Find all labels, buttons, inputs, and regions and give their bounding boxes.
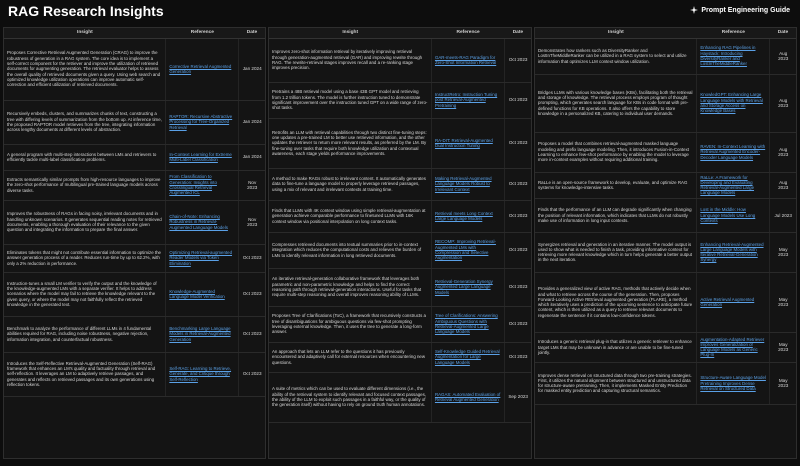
table-row	[269, 82, 531, 118]
insight-cell: Demonstrates how rankers such as DiversityRanker and LostInTheMiddleRanker can be utilized in a RAG system to select and utilize information that optimizes LLM context window utilization.	[535, 38, 697, 74]
insight-cell: Synergizes retrieval and generation in an iterative manner. The model output is used to show what is needed to finish a task, providing informative context for retrieving more relevant knowledge which in turn helps generate a better output in the next iteration.	[535, 232, 697, 272]
reference-link[interactable]: Self-RAG: Learning to Retrieve, Generate, and Critique through Self-Reflection	[166, 352, 239, 396]
reference-link[interactable]: Enhancing RAG Pipelines in Haystack: Introducing DiversityRanker and LostInTheMiddleRanker	[697, 38, 770, 74]
table-row	[269, 168, 531, 200]
table-row	[535, 232, 796, 272]
date-cell: Oct 2023	[505, 168, 531, 200]
insight-cell: Benchmark to analyze the performance of different LLMs in 4 fundamental abilities required for RAG, including noise robustness, negative rejection, information integration, and counterfactual robustness.	[4, 316, 166, 352]
reference-link[interactable]: Corrective Retrieval Augmented Generation	[166, 38, 239, 100]
reference-link[interactable]: Tree of Clarifications: Answering Ambiguous Questions with Retrieval-Augmented Large Language Models	[431, 306, 504, 342]
date-cell: Jan 2024	[239, 38, 265, 100]
insight-cell: Eliminates tokens that might not contribute essential information to optimize the answer generation process of a reader. Reduces run-time by up to 62.2%, with only a 2% reduction in performance.	[4, 244, 166, 272]
date-cell: Jul 2023	[770, 198, 796, 232]
header-reference: Reference	[166, 28, 239, 38]
reference-link[interactable]: RAGAS: Automated Evaluation of Retrieval Augmented Generation	[431, 372, 504, 422]
reference-link[interactable]: Structure-Aware Language Model Pretraining Improves Dense Retrieval on Structured Data	[697, 362, 770, 404]
table-row	[4, 170, 265, 200]
reference-link[interactable]: RECOMP: Improving Retrieval-Augmented LMs with Compression and Selective Augmentation	[431, 232, 504, 268]
reference-link[interactable]: Chain-of-Note: Enhancing Robustness in Retrieval-Augmented Language Models	[166, 200, 239, 244]
header-insight: Insight	[535, 28, 697, 38]
date-cell: Nov 2023	[239, 200, 265, 244]
reference-link[interactable]: KnowledGPT: Enhancing Large Language Models with Retrieval and Storage Access on Knowledge Bases	[697, 74, 770, 132]
insight-cell: Pretrains a 48B retrieval model using a base 43B GPT model and retrieving from 1.2 trillion tokens. The model is further instruction tuned to demonstrate significant improvement over the instruction tuned GPT on a wide range of zero-shot tasks.	[269, 82, 431, 118]
table-row	[4, 272, 265, 316]
header-date: Date	[770, 28, 796, 38]
table-row	[535, 74, 796, 132]
insight-cell: Retrofits an LLM with retrieval capabilities through two distinct fine-tuning steps: one updates a pre-trained LM to better use retrieved information, and the other updates the retriever to return more relevant results, as preferred by the LM. By fine-tuning over tasks that require both knowledge utilization and contextual awareness, each stage yields performance improvements.	[269, 118, 431, 168]
insight-cell: A method to make RAGs robust to irrelevant content. It automatically generates data to fine-tune a language model to properly leverage retrieved passages, using a mix of relevant and irrelevant contexts at training time.	[269, 168, 431, 200]
header-insight: Insight	[4, 28, 166, 38]
insight-cell: A suite of metrics which can be used to evaluate different dimensions (i.e., the ability of the retrieval system to identify relevant and focused context passages, the ability of the LLM to exploit such passages in a faithful way, or the quality of the generation itself) without having to rely on ground truth human annotations.	[269, 372, 431, 422]
table-row	[4, 200, 265, 244]
insight-cell: Improves the robustness of RAGs in facing noisy, irrelevant documents and in handling unknown scenarios. It generates sequential reading notes for retrieved documents, enabling a thorough evaluation of their relevance to the given question and integrating the information to prepare the final answer.	[4, 200, 166, 244]
reference-link[interactable]: Lost in the Middle: How Language Models Use Long Contexts	[697, 198, 770, 232]
table-row	[269, 306, 531, 342]
insight-cell: Proposes Tree of Clarifications (ToC), a framework that recursively constructs a tree of disambiguations for ambiguous questions via few-shot prompting leveraging external knowledge. Then, it uses the tree to generate a long-form answer.	[269, 306, 431, 342]
insights-table	[535, 28, 796, 405]
date-cell: Oct 2023	[505, 342, 531, 372]
insight-cell: Finds that LLMs with 4K context window using simple retrieval-augmentation at generation achieve comparable performance to finetuned LLMs with 16K context window via positional interpolation on long context tasks.	[269, 200, 431, 232]
date-cell: Oct 2023	[505, 38, 531, 82]
header-date: Date	[505, 28, 531, 38]
date-cell: Jan 2024	[239, 144, 265, 170]
header-reference: Reference	[697, 28, 770, 38]
date-cell: Aug 2023	[770, 38, 796, 74]
reference-link[interactable]: RA-DIT: Retrieval-Augmented Dual Instruction Tuning	[431, 118, 504, 168]
date-cell: Oct 2023	[239, 316, 265, 352]
date-cell: Aug 2023	[770, 132, 796, 172]
date-cell: Oct 2023	[505, 118, 531, 168]
table-row	[535, 272, 796, 332]
insight-cell: Introduces a generic retrieval plug-in that utilizes a generic retriever to enhance target LMs that may be unknown in advance or are unable to be fine-tuned jointly.	[535, 332, 697, 362]
insight-cell: Extracts semantically similar prompts from high-resource languages to improve the zero-shot performance of multilingual pre-trained language models across diverse tasks.	[4, 170, 166, 200]
table-row	[269, 200, 531, 232]
date-cell: Oct 2023	[239, 272, 265, 316]
reference-link[interactable]: Self-Knowledge Guided Retrieval Augmentation for Large Language Models	[431, 342, 504, 372]
table-row	[269, 232, 531, 268]
prompt-guide-logo-icon	[690, 6, 698, 14]
insights-column-3	[534, 27, 797, 459]
reference-link[interactable]: From Classification to Generation: Insights into Crosslingual Retrieval Augmented ICL	[166, 170, 239, 200]
table-row	[269, 342, 531, 372]
date-cell: May 2023	[770, 362, 796, 404]
reference-link[interactable]: Retrieval-Generation Synergy Augmented Large Language Models	[431, 268, 504, 306]
reference-link[interactable]: Retrieval meets Long Context Large Language Models	[431, 200, 504, 232]
header-insight: Insight	[269, 28, 431, 38]
date-cell: Oct 2023	[239, 244, 265, 272]
insights-table	[4, 28, 265, 397]
table-row	[269, 38, 531, 82]
table-row	[535, 132, 796, 172]
table-row	[535, 38, 796, 74]
reference-link[interactable]: Optimizing Retrieval-augmented Reader Models via Token Elimination	[166, 244, 239, 272]
reference-link[interactable]: RaLLe: A Framework for Developing and Evaluating Retrieval-Augmented Large Language Models	[697, 172, 770, 198]
reference-link[interactable]: Enhancing Retrieval-Augmented Large Language Models with Iterative Retrieval-Generation Synergy	[697, 232, 770, 272]
table-row	[4, 144, 265, 170]
insight-cell: Improves dense retrieval on structured data through two pre-training strategies. First, it utilizes the natural alignment between structured and unstructured data for structure-aware pretraining. Then, it implements Masked Entity Prediction for masked entity prediction and capturing structural semantics.	[535, 362, 697, 404]
header-date: Date	[239, 28, 265, 38]
reference-link[interactable]: RAVEN: In-Context Learning with Retrieval Augmented Encoder-Decoder Language Models	[697, 132, 770, 172]
insight-cell: Provides a generalized view of active RAG, methods that actively decide when and what to retrieve across the course of the generation. Then, proposes Forward-Looking Active REtrieval augmented generation (FLARE), a method which iteratively uses a prediction of the upcoming sentence to anticipate future content, which is then utilized as a query to retrieve relevant documents to regenerate the sentence if it contains low-confidence tokens.	[535, 272, 697, 332]
insight-cell: Proposes Corrective Retrieval Augmented Generation (CRAG) to improve the robustness of generation in a RAG system. The core idea is to implement a self-correct component for the retriever and improve the utilization of retrieved documents for augmenting generation. The retrieval evaluator helps to assess the overall quality of retrieved documents given a query. Using web search and optimized knowledge utilization operations can improve automatic self-correction and efficient utilization of retrieved documents.	[4, 38, 166, 100]
insight-cell: An iterative retrieval-generation collaborative framework that leverages both parametric and non-parametric knowledge and helps to find the correct reasoning path through retrieval-generation interactions. Useful for tasks that require multi-step reasoning and overall improves reasoning ability of LLMs.	[269, 268, 431, 306]
insight-cell: Instruction-tunes a small LM verifier to verify the output and the knowledge of the knowledge-augmented LMs with a separate verifier. It helps to address scenarios where the model may fail to retrieve the knowledge relevant to the given query, or where the model may not faithfully reflect the retrieved knowledge in the generated text.	[4, 272, 166, 316]
date-cell: Oct 2023	[239, 352, 265, 396]
insight-cell: An approach that lets an LLM refer to the questions it has previously encountered and adaptively call for external resources when encountering new questions.	[269, 342, 431, 372]
insight-cell: Finds that the performance of an LLM can degrade significantly when changing the position of relevant information, which indicates that LLMs do not robustly make use of information in long input contexts.	[535, 198, 697, 232]
date-cell: May 2023	[770, 232, 796, 272]
reference-link[interactable]: In-Context Learning for Extreme Multi-Label Classification	[166, 144, 239, 170]
reference-link[interactable]: Augmentation-Adapted Retriever Improves Generalization of Language Models as Generic Plug-In	[697, 332, 770, 362]
table-row	[535, 198, 796, 232]
table-row	[269, 372, 531, 422]
table-row	[4, 352, 265, 396]
reference-link[interactable]: Knowledge-Augmented Language Model Verification	[166, 272, 239, 316]
insight-cell: A general program with multi-step interactions between LMs and retrievers to efficiently tackle multi-label classification problems.	[4, 144, 166, 170]
reference-link[interactable]: Benchmarking Large Language Models in Retrieval-Augmented Generation	[166, 316, 239, 352]
insight-cell: Compresses retrieved documents into textual summaries prior to in-context integration which reduces the computational costs and relieves the burden of LMs to identify relevant information in long retrieved documents.	[269, 232, 431, 268]
insight-cell: RaLLe is an open-source framework to develop, evaluate, and optimize RAG systems for knowledge-intensive tasks.	[535, 172, 697, 198]
insight-cell: Introduces the Self-Reflective Retrieval-Augmented Generation (Self-RAG) framework that enhances an LM's quality and factuality through retrieval and self-reflection. It leverages an LM to adaptively retrieve passages, and generates and reflects on retrieved passages and its own generations using reflection tokens.	[4, 352, 166, 396]
date-cell: Oct 2023	[505, 232, 531, 268]
table-row	[269, 118, 531, 168]
table-row	[4, 38, 265, 100]
date-cell: Aug 2023	[770, 172, 796, 198]
brand-logo[interactable]	[690, 6, 790, 14]
insights-column-1	[3, 27, 266, 459]
date-cell: Aug 2023	[770, 74, 796, 132]
date-cell: Sep 2023	[505, 372, 531, 422]
reference-link[interactable]: Active Retrieval Augmented Generation	[697, 272, 770, 332]
table-row	[535, 172, 796, 198]
date-cell: May 2023	[770, 332, 796, 362]
table-row	[4, 316, 265, 352]
date-cell: Jan 2024	[239, 100, 265, 144]
reference-link[interactable]: Making Retrieval-Augmented Language Models Robust to Irrelevant Context	[431, 168, 504, 200]
reference-link[interactable]: GAR-meets-RAG Paradigm for Zero-Shot Information Retrieval	[431, 38, 504, 82]
header-reference: Reference	[431, 28, 504, 38]
date-cell: Oct 2023	[505, 82, 531, 118]
table-row	[4, 100, 265, 144]
reference-link[interactable]: RAPTOR: Recursive Abstractive Processing for Tree-Organized Retrieval	[166, 100, 239, 144]
date-cell: Oct 2023	[505, 200, 531, 232]
reference-link[interactable]: InstructRetro: Instruction Tuning post Retrieval-Augmented Pretraining	[431, 82, 504, 118]
insights-table	[269, 28, 531, 423]
date-cell: Oct 2023	[505, 306, 531, 342]
page-title: RAG Research Insights	[8, 3, 164, 19]
insight-cell: Improves zero-shot information retrieval by iteratively improving retrieval through generation-augmented retrieval (GAR) and improving rewrite through RAG. The rewrite-retrieval stages improves recall and a re-ranking stage improves precision.	[269, 38, 431, 82]
date-cell: May 2023	[770, 272, 796, 332]
insight-cell: Recursively embeds, clusters, and summarizes chunks of text, constructing a tree with differing levels of summarization from the bottom up. At inference time, the proposed RAPTOR model retrieves from the tree, integrating information across lengthy documents at different levels of abstraction.	[4, 100, 166, 144]
brand-name: Prompt Engineering Guide	[701, 6, 790, 14]
table-row	[535, 362, 796, 404]
insight-cell: Bridges LLMs with various knowledge bases (KBs), facilitating both the retrieval and storage of knowledge. The retrieval process employs program of thought prompting, which generates search language for KBs in code format with pre-defined functions for KB operations. It also offers the capability to store knowledge in a personalized KB, catering to individual user demands.	[535, 74, 697, 132]
table-row	[535, 332, 796, 362]
table-row	[4, 244, 265, 272]
table-row	[269, 268, 531, 306]
insight-cell: Proposes a model that combines retrieval-augmented masked language modeling and prefix language modeling. Then, it introduces Fusion-in-Context Learning to enhance few-shot performance by enabling the model to leverage more in-context examples without requiring additional training.	[535, 132, 697, 172]
date-cell: Nov 2023	[239, 170, 265, 200]
insights-column-2	[268, 27, 532, 459]
date-cell: Oct 2023	[505, 268, 531, 306]
